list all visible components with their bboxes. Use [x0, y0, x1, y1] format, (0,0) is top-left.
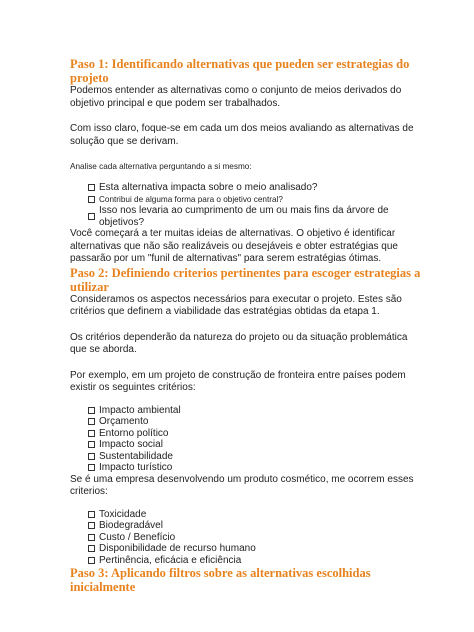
checkbox-bullet-icon — [88, 522, 95, 529]
step1-questions-list — [70, 182, 424, 228]
step3-heading: Paso 3: Aplicando filtros sobre as alternativas escolhidas inicialmente — [70, 566, 371, 594]
step2-cosmetic: Se é uma empresa desenvolvendo um produto cosmético, me ocorrem esses criterios: — [70, 473, 414, 497]
list-item: Orçamento — [88, 416, 424, 428]
checkbox-bullet-icon — [88, 453, 95, 460]
list-item: Isso nos levaria ao cumprimento de um ou mais fins da árvore de objetivos? — [88, 205, 424, 228]
step1-summary: Você começará a ter muitas ideias de alternativas. O objetivo é identificar alternativas que não são realizáveis ou desejáveis e obter estratégias que passarão por um "funil de alternativas" para serem estratégias ótimas. — [70, 228, 398, 264]
step2-heading: Paso 2: Definiendo criterios pertinentes para escoger estrategias a utilizar — [70, 265, 421, 294]
cosmetic-criteria-list — [70, 509, 424, 567]
checkbox-bullet-icon — [88, 557, 95, 564]
checkbox-bullet-icon — [88, 545, 95, 552]
list-item: Impacto social — [88, 439, 424, 451]
checkbox-bullet-icon — [88, 184, 95, 191]
list-item: Disponibilidade de recurso humano — [88, 543, 424, 555]
checkbox-bullet-icon — [88, 213, 95, 220]
list-item: Esta alternativa impacta sobre o meio analisado? — [88, 182, 424, 194]
list-item: Biodegradável — [88, 520, 424, 532]
step2-intro: Consideramos os aspectos necessários para executar o projeto. Estes são critérios que definem a viabilidade das estratégias obtidas da etapa 1. — [70, 293, 402, 317]
list-item: Impacto turístico — [88, 462, 424, 474]
list-item: Impacto ambiental — [88, 405, 424, 417]
checkbox-bullet-icon — [88, 464, 95, 471]
list-item: Custo / Benefício — [88, 532, 424, 544]
step1-focus: Com isso claro, foque-se em cada um dos meios avaliando as alternativas de solução que se derivam. — [70, 123, 414, 147]
list-item: Toxicidade — [88, 509, 424, 521]
checkbox-bullet-icon — [88, 418, 95, 425]
list-item: Contribui de alguma forma para o objetivo central? — [88, 194, 424, 206]
step1-heading: Paso 1: Identificando alternativas que pueden ser estrategias do projeto — [70, 57, 410, 85]
border-criteria-list — [70, 405, 424, 474]
checkbox-bullet-icon — [88, 430, 95, 437]
list-item: Pertinência, eficácia e eficiência — [88, 555, 424, 567]
step1-analyze: Analise cada alternativa perguntando a si mesmo: — [70, 162, 252, 171]
step2-example: Por exemplo, em um projeto de construção de fronteira entre países podem existir os seguintes critérios: — [70, 369, 406, 393]
step2-nature: Os critérios dependerão da natureza do projeto ou da situação problemática que se aborda. — [70, 331, 408, 355]
list-item: Sustentabilidade — [88, 451, 424, 463]
checkbox-bullet-icon — [88, 534, 95, 541]
list-item: Entorno político — [88, 428, 424, 440]
checkbox-bullet-icon — [88, 441, 95, 448]
checkbox-bullet-icon — [88, 511, 95, 518]
checkbox-bullet-icon — [88, 196, 95, 203]
checkbox-bullet-icon — [88, 407, 95, 414]
step1-intro: Podemos entender as alternativas como o conjunto de meios derivados do objetivo principal e que podem ser trabalhados. — [70, 85, 402, 109]
